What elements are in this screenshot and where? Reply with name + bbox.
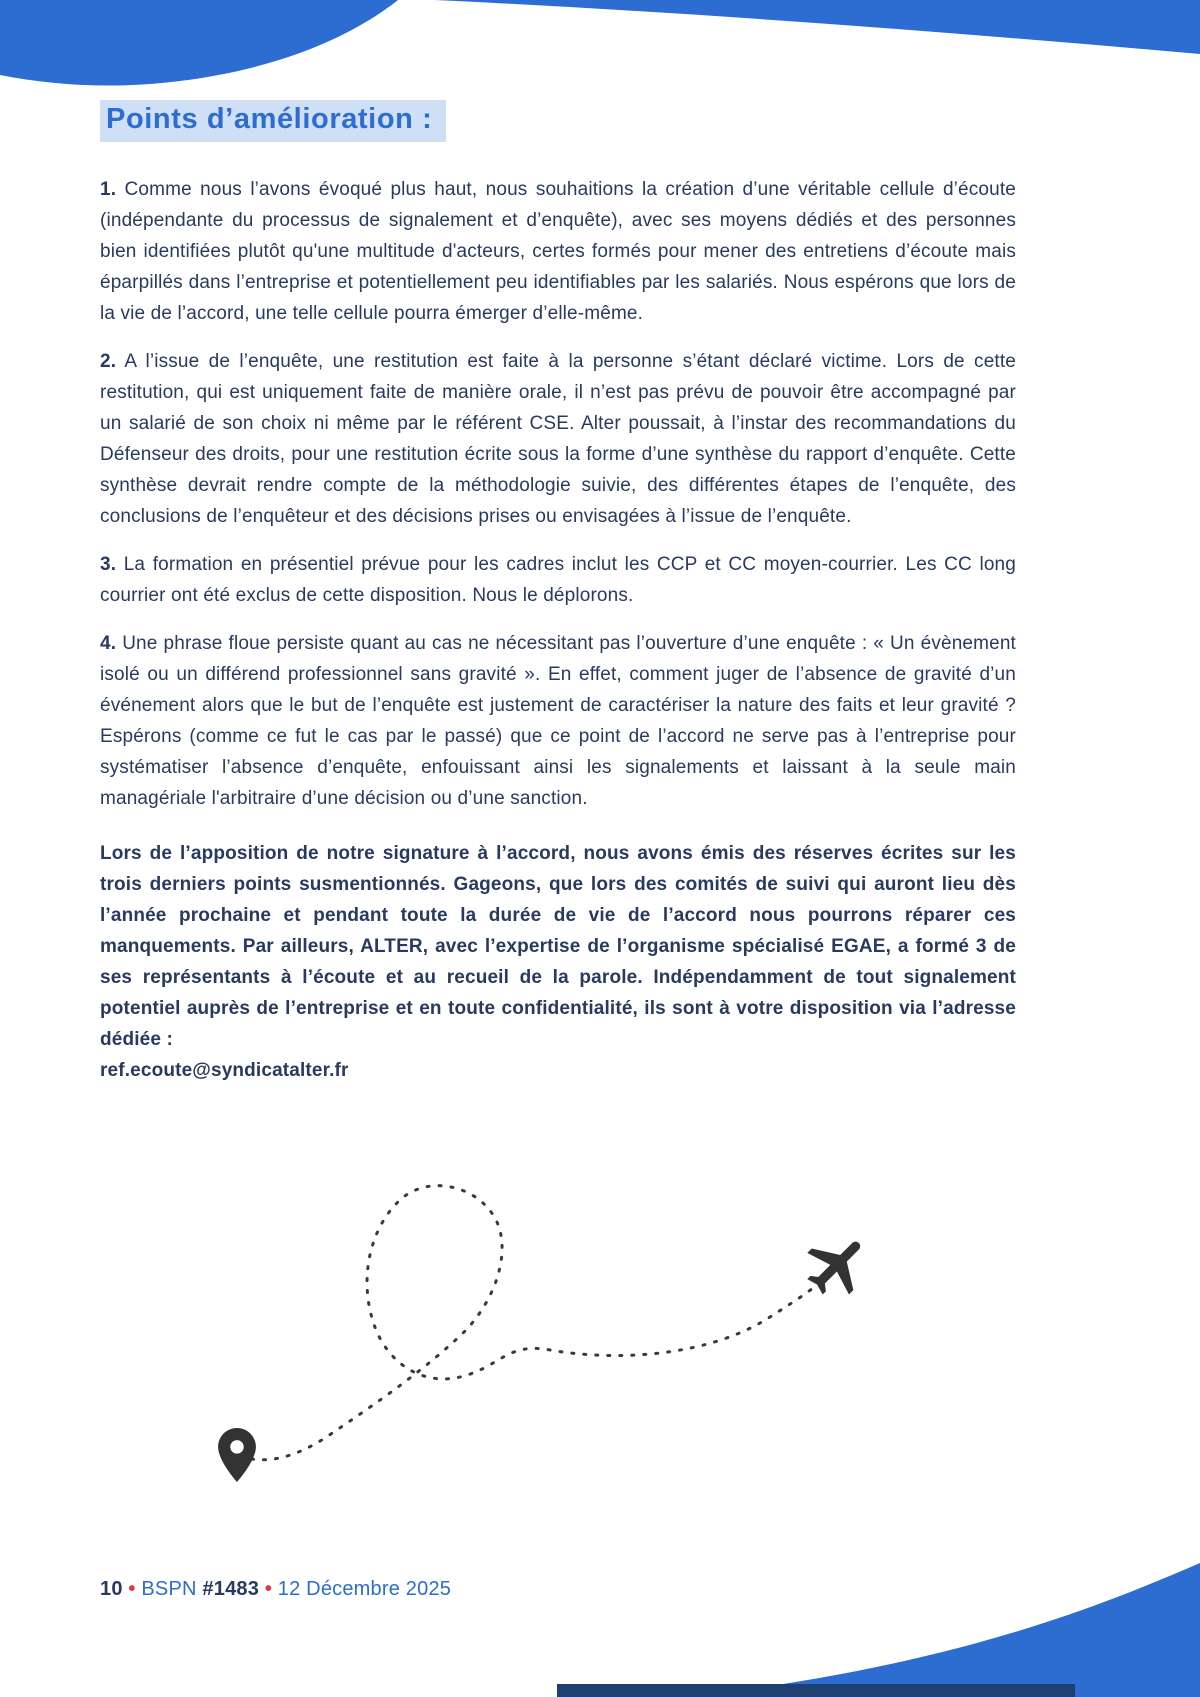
footer-page-number: 10	[100, 1578, 123, 1600]
heading-row	[100, 100, 1016, 142]
point-2-number: 2.	[100, 351, 117, 372]
contact-email: ref.ecoute@syndicatalter.fr	[100, 1060, 349, 1081]
improvement-point-4	[100, 628, 1016, 814]
footer-date: 12 Décembre 2025	[277, 1578, 452, 1600]
improvement-point-2	[100, 346, 1016, 532]
page-footer	[100, 1578, 451, 1601]
point-2-text: A l’issue de l’enquête, une restitution est faite à la personne s’étant déclaré victime. Lors de cette restitution, qui est uniquement faite de manière orale, il n’est pas prévu de pouvoir être accompagné par un salarié de son choix ni même par le référent CSE. Alter poussait, à l’instar des recommandations du Défenseur des droits, pour une restitution écrite sous la forme d’une synthèse du rapport d’enquête. Cette synthèse devrait rendre compte de la méthodologie suivie, des différentes étapes de l’enquête, des conclusions de l’enquêteur et des décisions prises ou envisagées à l’issue de l’enquête.	[100, 351, 1017, 527]
footer-separator-1: •	[128, 1578, 136, 1600]
point-1-number: 1.	[100, 179, 117, 200]
point-4-number: 4.	[100, 633, 117, 654]
bottom-right-swoosh-decoration	[680, 1557, 1200, 1697]
location-pin-icon	[218, 1428, 256, 1482]
flight-path-illustration	[170, 1160, 880, 1500]
dashed-flight-path	[240, 1186, 832, 1460]
footer-bulletin-label: BSPN	[141, 1578, 197, 1600]
bottom-navy-strip-decoration	[557, 1684, 1075, 1697]
footer-issue-number: #1483	[202, 1578, 260, 1600]
closing-paragraph	[100, 838, 1016, 1086]
main-content	[100, 100, 1016, 1103]
section-heading: Points d’amélioration :	[100, 100, 446, 142]
footer-separator-2: •	[264, 1578, 273, 1600]
point-4-text: Une phrase floue persiste quant au cas ne nécessitant pas l’ouverture d’une enquête : « Un évènement isolé ou un différend professionnel sans gravité ». En effet, comment juger de l’absence de gravité d’un événement alors que le but de l’enquête est justement de caractériser la nature des faits et leur gravité ? Espérons (comme ce fut le cas par le passé) que ce point de l’accord ne serve pas à l’entreprise pour systématiser l’absence d’enquête, enfouissant ainsi les signalements et laissant à la seule main managériale l'arbitraire d’une décision ou d’une sanction.	[100, 633, 1016, 809]
top-right-band-decoration	[430, 0, 1200, 70]
closing-text: Lors de l’apposition de notre signature à l’accord, nous avons émis des réserves écrites sur les trois derniers points susmentionnés. Gageons, que lors des comités de suivi qui auront lieu dès l’année prochaine et pendant toute la durée de vie de l’accord nous pourrons réparer ces manquements. Par ailleurs, ALTER, avec l’expertise de l’organisme spécialisé EGAE, a formé 3 de ses représentants à l’écoute et au recueil de la parole. Indépendamment de tout signalement potentiel auprès de l’entreprise et en toute confidentialité, ils sont à votre disposition via l’adresse dédiée :	[100, 843, 1016, 1050]
top-left-swoosh-decoration	[0, 0, 420, 100]
point-3-number: 3.	[100, 554, 117, 575]
plane-icon	[794, 1222, 879, 1307]
point-3-text: La formation en présentiel prévue pour les cadres inclut les CCP et CC moyen-courrier. Les CC long courrier ont été exclus de cette disposition. Nous le déplorons.	[100, 554, 1016, 606]
improvement-point-3	[100, 549, 1016, 611]
point-1-text: Comme nous l’avons évoqué plus haut, nous souhaitions la création d’une véritable cellule d’écoute (indépendante du processus de signalement et d’enquête), avec ses moyens dédiés et des personnes bien identifiées plutôt qu'une multitude d'acteurs, certes formés pour mener des entretiens d’écoute mais éparpillés dans l’entreprise et potentiellement peu identifiables par les salariés. Nous espérons que lors de la vie de l’accord, une telle cellule pourra émerger d’elle-même.	[100, 179, 1016, 324]
improvement-point-1	[100, 174, 1016, 329]
